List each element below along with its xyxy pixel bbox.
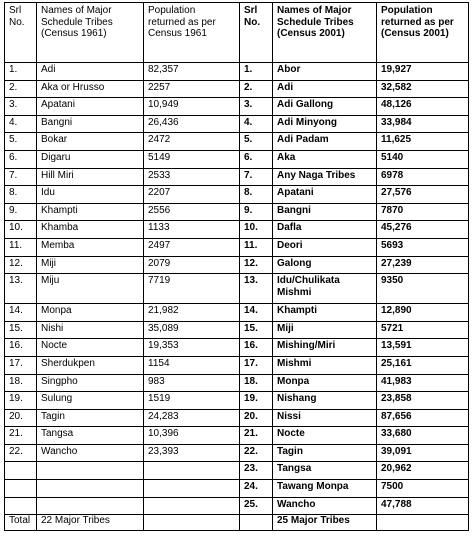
tribe-name-2001: Galong <box>273 256 377 274</box>
population-1961: 26,436 <box>144 115 240 133</box>
tribe-name-2001: Apatani <box>273 186 377 204</box>
population-1961: 1133 <box>144 221 240 239</box>
population-2001: 7500 <box>377 480 469 498</box>
tribe-name-1961: Sherdukpen <box>37 356 144 374</box>
tribe-name-2001: Khampti <box>273 304 377 322</box>
population-2001: 48,126 <box>377 98 469 116</box>
total-tribes-1961: 22 Major Tribes <box>37 515 144 531</box>
population-2001: 32,582 <box>377 80 469 98</box>
srl-no-2001: 14. <box>240 304 273 322</box>
population-1961: 82,357 <box>144 63 240 81</box>
population-2001: 11,625 <box>377 133 469 151</box>
table-row <box>5 356 469 374</box>
tribe-name-1961: Memba <box>37 238 144 256</box>
tribe-name-2001: Miji <box>273 321 377 339</box>
srl-no-2001: 20. <box>240 409 273 427</box>
population-1961: 2497 <box>144 238 240 256</box>
srl-no-2001: 11. <box>240 238 273 256</box>
header-population-2001: Population returned as per (Census 2001) <box>377 3 469 63</box>
table-row <box>5 256 469 274</box>
tribe-name-1961: Khamba <box>37 221 144 239</box>
tribe-name-2001: Nishang <box>273 392 377 410</box>
srl-no-2001: 22. <box>240 444 273 462</box>
population-2001: 5693 <box>377 238 469 256</box>
tribe-name-1961 <box>37 480 144 498</box>
tribe-name-1961: Aka or Hrusso <box>37 80 144 98</box>
population-1961: 1519 <box>144 392 240 410</box>
population-2001: 39,091 <box>377 444 469 462</box>
total-population-2001 <box>377 515 469 531</box>
srl-no-2001: 9. <box>240 203 273 221</box>
tribe-name-1961: Khampti <box>37 203 144 221</box>
population-1961: 2533 <box>144 168 240 186</box>
srl-no-1961: 17. <box>5 356 37 374</box>
table-row <box>5 321 469 339</box>
table-row <box>5 238 469 256</box>
srl-no-2001: 10. <box>240 221 273 239</box>
table-row <box>5 374 469 392</box>
srl-no-2001: 4. <box>240 115 273 133</box>
tribe-name-1961: Hill Miri <box>37 168 144 186</box>
table-row <box>5 133 469 151</box>
tribe-name-2001: Adi Minyong <box>273 115 377 133</box>
table-row <box>5 480 469 498</box>
population-2001: 13,591 <box>377 339 469 357</box>
population-1961: 35,089 <box>144 321 240 339</box>
srl-no-1961: 4. <box>5 115 37 133</box>
srl-no-1961: 15. <box>5 321 37 339</box>
table-row <box>5 462 469 480</box>
table-row <box>5 98 469 116</box>
srl-no-2001: 2. <box>240 80 273 98</box>
srl-no-2001: 21. <box>240 427 273 445</box>
table-body <box>5 63 469 515</box>
table-row <box>5 80 469 98</box>
total-tribes-2001: 25 Major Tribes <box>273 515 377 531</box>
population-1961: 24,283 <box>144 409 240 427</box>
header-srl-no-2001: Srl No. <box>240 3 273 63</box>
table-row <box>5 444 469 462</box>
tribe-name-1961: Tangsa <box>37 427 144 445</box>
tribe-name-1961: Miju <box>37 274 144 304</box>
tribe-name-2001: Any Naga Tribes <box>273 168 377 186</box>
srl-no-1961: 5. <box>5 133 37 151</box>
header-row <box>5 3 469 63</box>
tribe-name-2001: Dafla <box>273 221 377 239</box>
population-2001: 87,656 <box>377 409 469 427</box>
srl-no-2001: 3. <box>240 98 273 116</box>
tribe-name-2001: Idu/Chulikata Mishmi <box>273 274 377 304</box>
srl-no-1961: 22. <box>5 444 37 462</box>
table-row <box>5 221 469 239</box>
population-1961: 10,396 <box>144 427 240 445</box>
population-2001: 20,962 <box>377 462 469 480</box>
srl-no-1961 <box>5 462 37 480</box>
tribe-name-1961: Bokar <box>37 133 144 151</box>
population-2001: 25,161 <box>377 356 469 374</box>
population-1961: 2079 <box>144 256 240 274</box>
srl-no-1961: 2. <box>5 80 37 98</box>
tribe-name-2001: Bangni <box>273 203 377 221</box>
population-1961 <box>144 497 240 515</box>
population-2001: 9350 <box>377 274 469 304</box>
population-2001: 41,983 <box>377 374 469 392</box>
srl-no-1961: 1. <box>5 63 37 81</box>
srl-no-1961: 20. <box>5 409 37 427</box>
population-2001: 23,858 <box>377 392 469 410</box>
srl-no-1961: 12. <box>5 256 37 274</box>
population-2001: 7870 <box>377 203 469 221</box>
tribe-name-2001: Adi <box>273 80 377 98</box>
tribe-name-2001: Abor <box>273 63 377 81</box>
population-1961: 21,982 <box>144 304 240 322</box>
tribe-name-1961: Nishi <box>37 321 144 339</box>
population-1961: 983 <box>144 374 240 392</box>
srl-no-2001: 12. <box>240 256 273 274</box>
tribe-name-2001: Aka <box>273 150 377 168</box>
srl-no-1961: 8. <box>5 186 37 204</box>
population-1961 <box>144 462 240 480</box>
table-row <box>5 150 469 168</box>
tribe-name-2001: Wancho <box>273 497 377 515</box>
population-1961: 2257 <box>144 80 240 98</box>
srl-no-1961: 18. <box>5 374 37 392</box>
population-1961: 2207 <box>144 186 240 204</box>
tribe-name-1961: Nocte <box>37 339 144 357</box>
population-2001: 33,984 <box>377 115 469 133</box>
srl-no-1961: 7. <box>5 168 37 186</box>
header-names-1961: Names of Major Schedule Tribes (Census 1961) <box>37 3 144 63</box>
srl-no-2001: 5. <box>240 133 273 151</box>
tribe-name-2001: Mishing/Miri <box>273 339 377 357</box>
table-row <box>5 168 469 186</box>
table-row <box>5 63 469 81</box>
srl-no-2001: 17. <box>240 356 273 374</box>
population-2001: 27,239 <box>377 256 469 274</box>
tribe-name-1961: Apatani <box>37 98 144 116</box>
tribe-name-1961 <box>37 462 144 480</box>
population-2001: 6978 <box>377 168 469 186</box>
tribe-name-2001: Tagin <box>273 444 377 462</box>
srl-no-1961 <box>5 497 37 515</box>
srl-no-2001: 25. <box>240 497 273 515</box>
table-row <box>5 115 469 133</box>
srl-no-1961: 16. <box>5 339 37 357</box>
tribe-name-1961: Singpho <box>37 374 144 392</box>
srl-no-2001: 15. <box>240 321 273 339</box>
tribe-name-2001: Monpa <box>273 374 377 392</box>
table-row <box>5 304 469 322</box>
srl-no-1961: 6. <box>5 150 37 168</box>
srl-no-1961: 3. <box>5 98 37 116</box>
tribe-name-1961: Miji <box>37 256 144 274</box>
tribe-name-1961: Sulung <box>37 392 144 410</box>
table-row <box>5 339 469 357</box>
srl-no-2001: 7. <box>240 168 273 186</box>
tribe-name-1961: Idu <box>37 186 144 204</box>
tribe-name-2001: Deori <box>273 238 377 256</box>
population-2001: 12,890 <box>377 304 469 322</box>
srl-no-2001: 23. <box>240 462 273 480</box>
tribe-name-2001: Adi Gallong <box>273 98 377 116</box>
header-srl-no-1961: Srl No. <box>5 3 37 63</box>
population-1961: 1154 <box>144 356 240 374</box>
tribe-name-2001: Nocte <box>273 427 377 445</box>
tribe-name-1961: Monpa <box>37 304 144 322</box>
population-1961: 10,949 <box>144 98 240 116</box>
table-row <box>5 409 469 427</box>
total-row <box>5 515 469 531</box>
srl-no-2001: 18. <box>240 374 273 392</box>
srl-no-2001: 16. <box>240 339 273 357</box>
population-2001: 33,680 <box>377 427 469 445</box>
population-1961: 5149 <box>144 150 240 168</box>
population-1961: 19,353 <box>144 339 240 357</box>
population-1961 <box>144 480 240 498</box>
population-1961: 7719 <box>144 274 240 304</box>
table-row <box>5 392 469 410</box>
table-row <box>5 186 469 204</box>
table-row <box>5 203 469 221</box>
table-row <box>5 427 469 445</box>
srl-no-1961: 9. <box>5 203 37 221</box>
srl-no-1961: 21. <box>5 427 37 445</box>
population-1961: 23,393 <box>144 444 240 462</box>
tribe-name-2001: Adi Padam <box>273 133 377 151</box>
srl-no-2001: 24. <box>240 480 273 498</box>
tribe-name-2001: Nissi <box>273 409 377 427</box>
srl-no-2001: 13. <box>240 274 273 304</box>
population-2001: 19,927 <box>377 63 469 81</box>
population-2001: 45,276 <box>377 221 469 239</box>
table-row <box>5 497 469 515</box>
tribes-table <box>4 2 469 531</box>
tribe-name-2001: Tawang Monpa <box>273 480 377 498</box>
srl-no-1961: 19. <box>5 392 37 410</box>
total-srl-2001 <box>240 515 273 531</box>
header-names-2001: Names of Major Schedule Tribes (Census 2001) <box>273 3 377 63</box>
total-label: Total <box>5 515 37 531</box>
srl-no-1961: 11. <box>5 238 37 256</box>
tribe-name-1961: Digaru <box>37 150 144 168</box>
srl-no-1961 <box>5 480 37 498</box>
table-row <box>5 274 469 304</box>
population-2001: 5140 <box>377 150 469 168</box>
srl-no-1961: 13. <box>5 274 37 304</box>
tribe-name-1961: Adi <box>37 63 144 81</box>
tribe-name-2001: Tangsa <box>273 462 377 480</box>
header-population-1961: Population returned as per Census 1961 <box>144 3 240 63</box>
srl-no-1961: 14. <box>5 304 37 322</box>
srl-no-2001: 8. <box>240 186 273 204</box>
population-2001: 27,576 <box>377 186 469 204</box>
tribe-name-2001: Mishmi <box>273 356 377 374</box>
tribe-name-1961 <box>37 497 144 515</box>
population-1961: 2556 <box>144 203 240 221</box>
total-population-1961 <box>144 515 240 531</box>
tribe-name-1961: Bangni <box>37 115 144 133</box>
srl-no-2001: 1. <box>240 63 273 81</box>
tribe-name-1961: Wancho <box>37 444 144 462</box>
population-2001: 5721 <box>377 321 469 339</box>
srl-no-1961: 10. <box>5 221 37 239</box>
tribe-name-1961: Tagin <box>37 409 144 427</box>
srl-no-2001: 6. <box>240 150 273 168</box>
population-2001: 47,788 <box>377 497 469 515</box>
population-1961: 2472 <box>144 133 240 151</box>
srl-no-2001: 19. <box>240 392 273 410</box>
